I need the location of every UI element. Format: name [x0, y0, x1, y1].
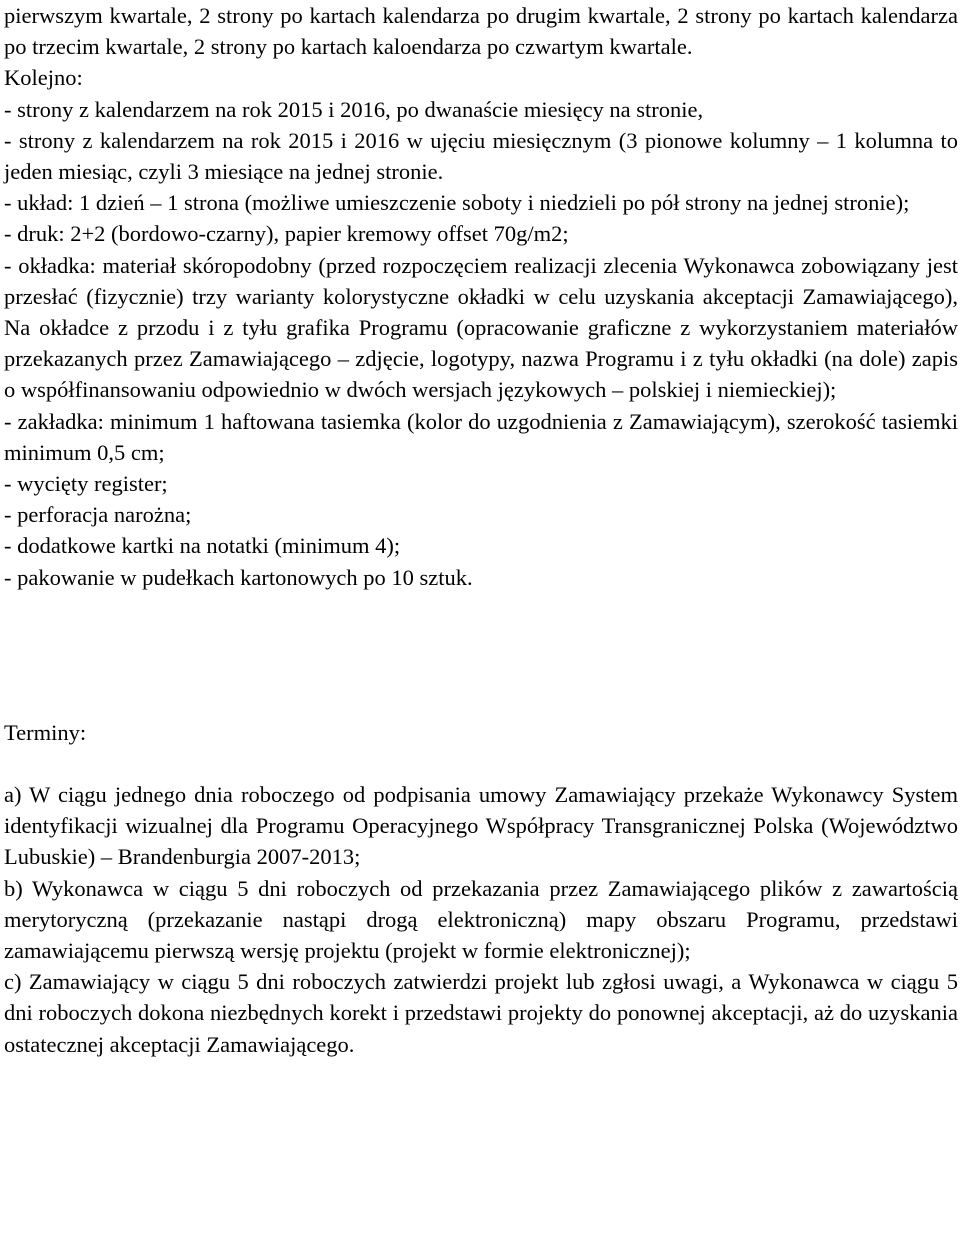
kolejno-label: Kolejno: [4, 65, 83, 91]
document-page [4, 0, 958, 1060]
list-item: - wycięty register; [4, 471, 168, 497]
list-item: - perforacja narożna; [4, 502, 192, 528]
list-item: - strony z kalendarzem na rok 2015 i 2016 w ujęciu miesięcznym (3 pionowe kolumny – 1 kolumna to jeden miesiąc, czyli 3 miesiące na jednej stronie. [4, 127, 958, 185]
section-spacer [4, 748, 958, 779]
list-item: - druk: 2+2 (bordowo-czarny), papier kremowy offset 70g/m2; [4, 221, 569, 247]
terms-item: a) W ciągu jednego dnia roboczego od podpisania umowy Zamawiający przekaże Wykonawcy System identyfikacji wizualnej dla Programu Operacyjnego Współpracy Transgranicznej Polska (Województwo Lubuskie) – Brandenburgia 2007-2013; [4, 782, 958, 870]
list-item: - dodatkowe kartki na notatki (minimum 4); [4, 533, 401, 559]
list-item: - układ: 1 dzień – 1 strona (możliwe umieszczenie soboty i niedzieli po pół strony na jednej stronie); [4, 190, 910, 216]
list-item: - okładka: materiał skóropodobny (przed rozpoczęciem realizacji zlecenia Wykonawca zobowiązany jest przesłać (fizycznie) trzy warianty kolorystyczne okładki w celu uzyskania akceptacji Zamawiającego), Na okładce z przodu i z tyłu grafika Programu (opracowanie graficzne z wykorzystaniem materiałów przekazanych przez Zamawiającego – zdjęcie, logotypy, nazwa Programu i z tyłu okładki (na dole) zapis o współfinansowaniu odpowiednio w dwóch wersjach językowych – polskiej i niemieckiej); [4, 252, 958, 403]
terms-item: b) Wykonawca w ciągu 5 dni roboczych od przekazania przez Zamawiającego plików z zawartością merytoryczną (przekazanie nastąpi drogą elektroniczną) mapy obszaru Programu, przedstawi zamawiającemu pierwszą wersję projektu (projekt w formie elektronicznej); [4, 875, 958, 964]
section-spacer [4, 593, 958, 717]
list-item: - zakładka: minimum 1 haftowana tasiemka (kolor do uzgodnienia z Zamawiającym), szerokość tasiemki minimum 0,5 cm; [4, 408, 958, 465]
list-item: - strony z kalendarzem na rok 2015 i 2016, po dwanaście miesięcy na stronie, [4, 96, 704, 122]
terms-item: c) Zamawiający w ciągu 5 dni roboczych zatwierdzi projekt lub zgłosi uwagi, a Wykonawca w ciągu 5 dni roboczych dokona niezbędnych korekt i przedstawi projekty do ponownej akceptacji, aż do uzyskania ostatecznej akceptacji Zamawiającego. [4, 969, 958, 1057]
terms-heading: Terminy: [4, 719, 87, 745]
intro-paragraph: pierwszym kwartale, 2 strony po kartach kalendarza po drugim kwartale, 2 strony po kartach kalendarza po trzecim kwartale, 2 strony po kartach kaloendarza po czwartym kwartale. [4, 3, 958, 60]
list-item: - pakowanie w pudełkach kartonowych po 10 sztuk. [4, 564, 473, 590]
